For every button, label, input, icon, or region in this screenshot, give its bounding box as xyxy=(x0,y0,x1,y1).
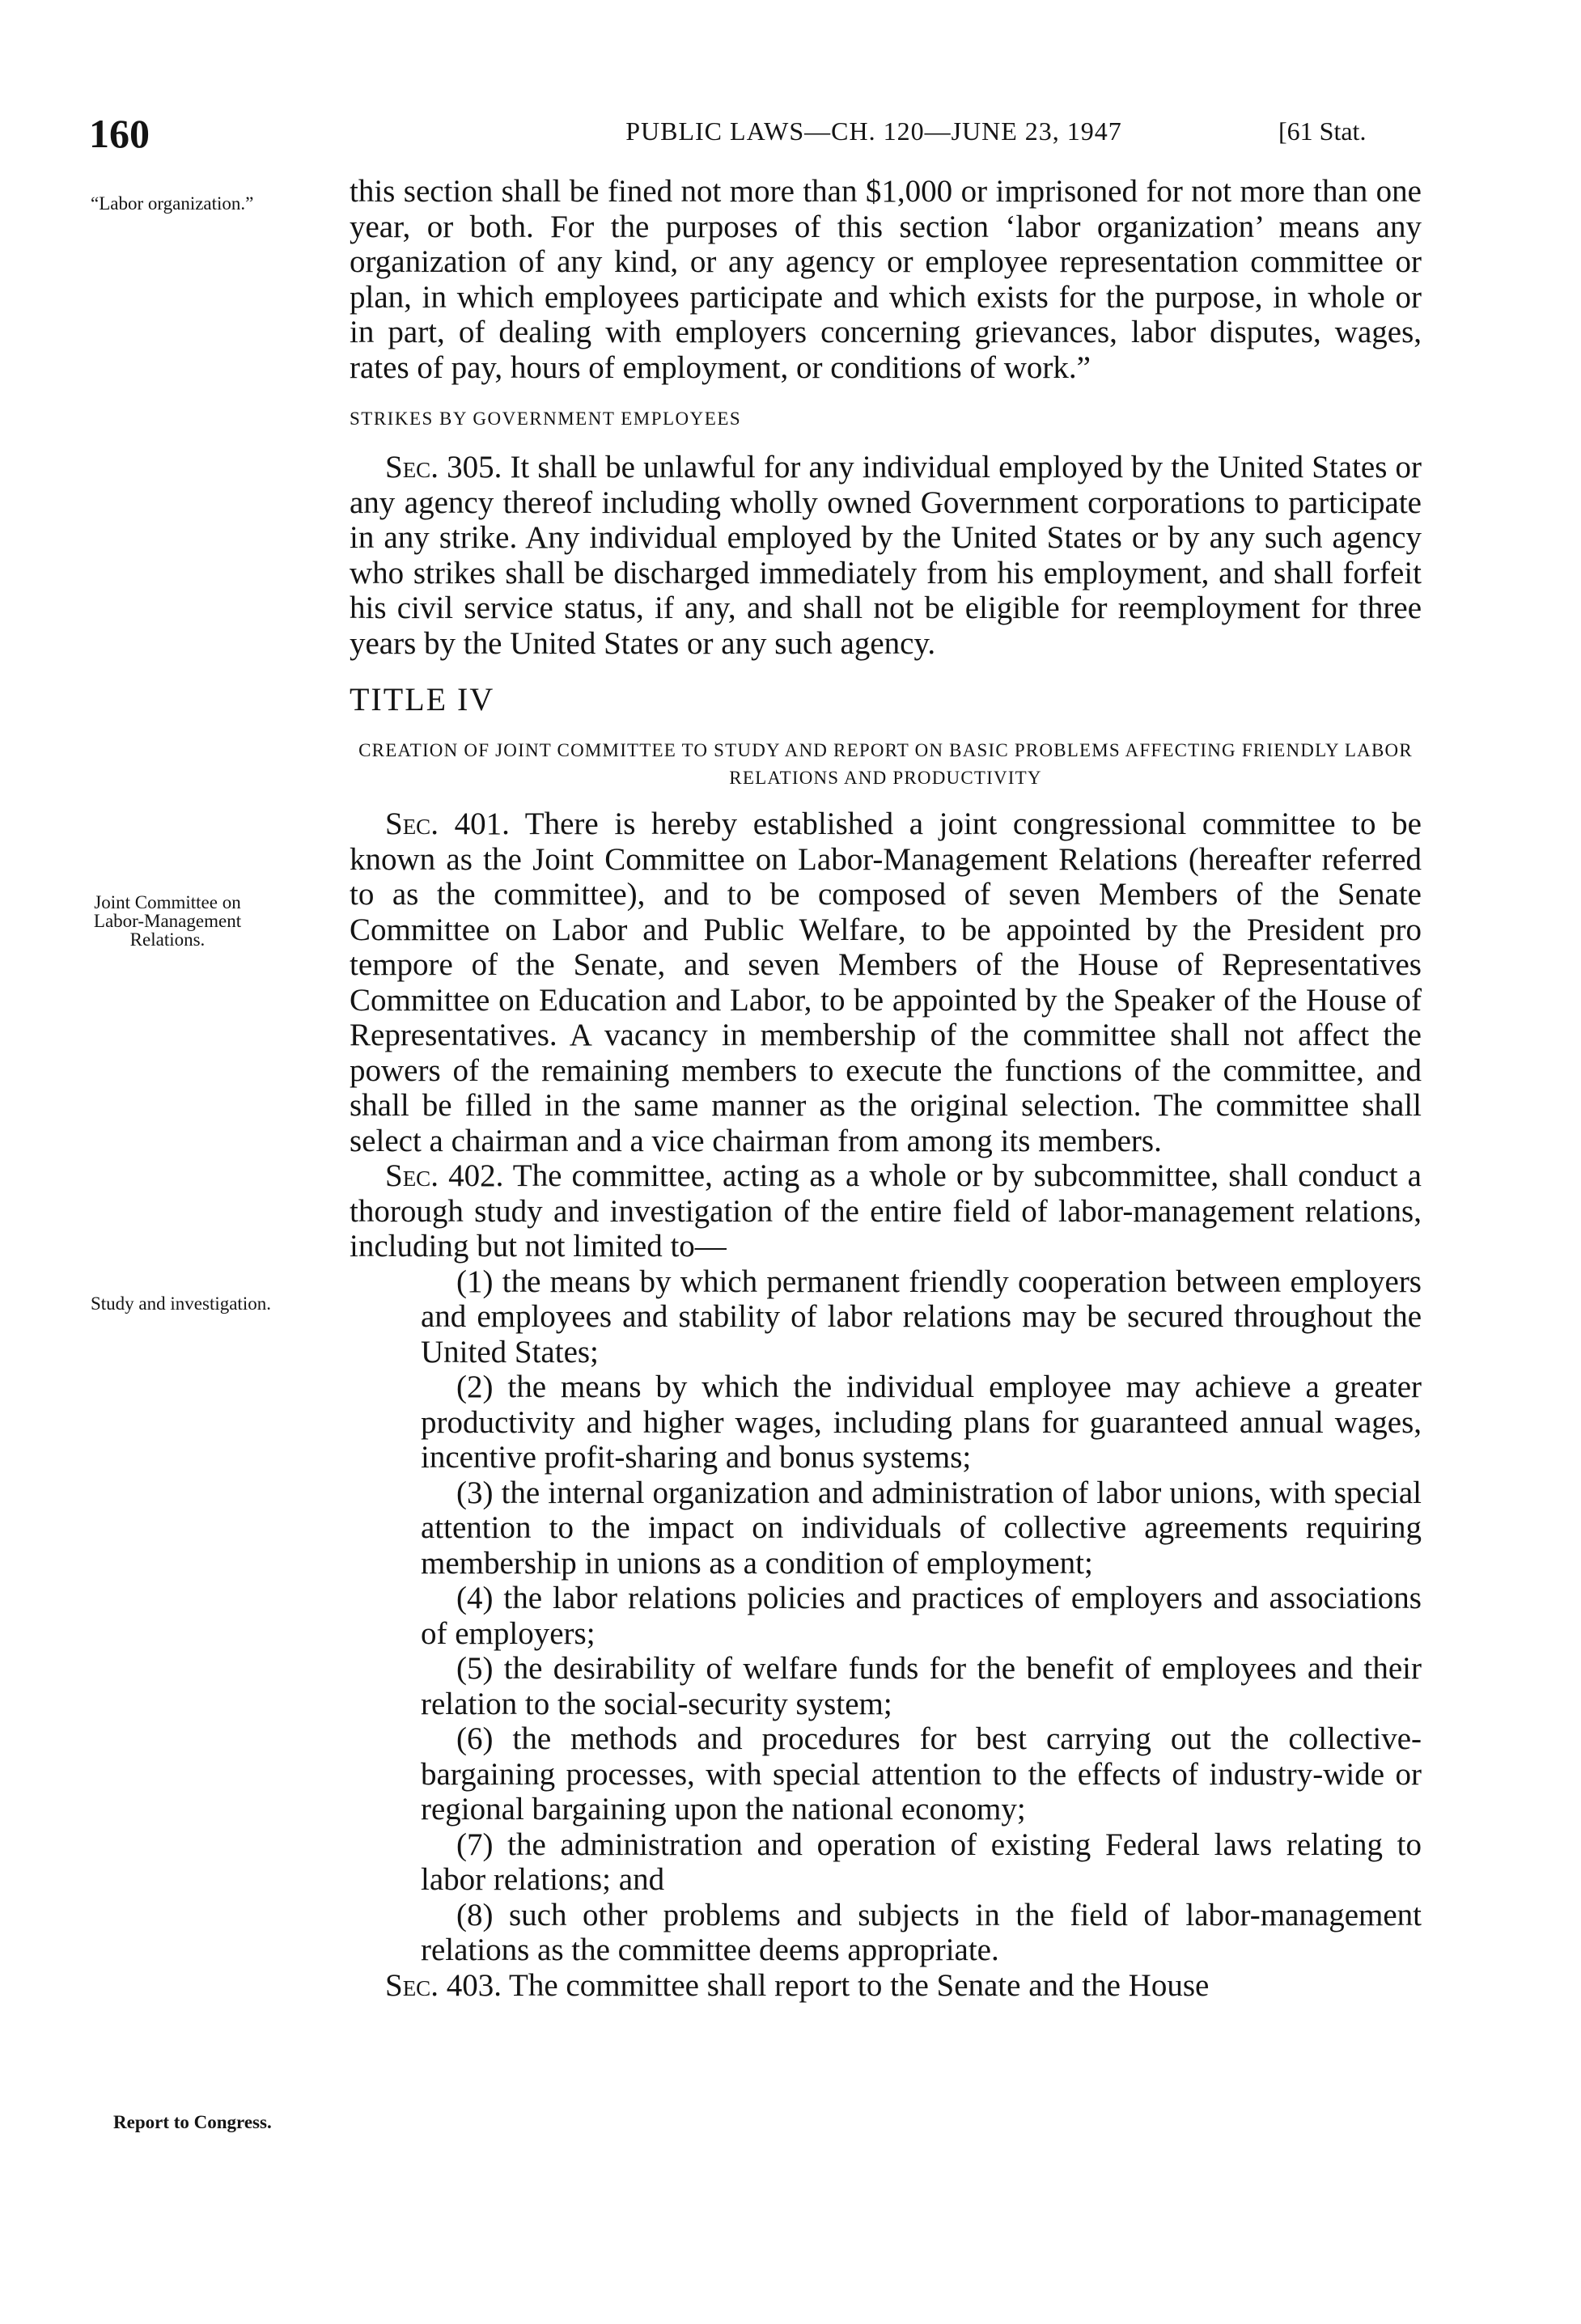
section-305-label: Sec. 305. xyxy=(385,450,502,485)
continuation-paragraph: this section shall be fined not more than $1,000 or imprisoned for not more than one year, or both. For the purposes of this section ‘labor organization’ means any organization of any kind, or any agency or employee representation committee or plan, in which employees participate and which exists for the purpose, in whole or in part, of dealing with employers concerning grievances, labor disputes, wages, rates of pay, hours of employment, or conditions of work.” xyxy=(350,174,1422,385)
side-note-joint-committee: Joint Committee on Labor-Management Relations. xyxy=(93,892,242,950)
main-text-column xyxy=(350,174,1422,2003)
list-item-5: (5) the desirability of welfare funds for the benefit of employees and their relation to the social-security system; xyxy=(421,1651,1422,1721)
section-402-label: Sec. 402. xyxy=(385,1158,504,1193)
list-item-2: (2) the means by which the individual employee may achieve a greater productivity and higher wages, including plans for guaranteed annual wages, incentive profit-sharing and bonus systems; xyxy=(421,1369,1422,1475)
section-305-text: It shall be unlawful for any individual employed by the United States or any agency thereof including wholly owned Government corporations to participate in any strike. Any individual employed by the United States or by any such agency who strikes shall be discharged immediately from his employment, and shall forfeit his civil service status, if any, and shall not be eligible for reemployment for three years by the United States or any such agency. xyxy=(350,450,1422,661)
side-note-report-to-congress: Report to Congress. xyxy=(113,2112,272,2132)
section-401 xyxy=(350,806,1422,1158)
list-item-6: (6) the methods and procedures for best carrying out the collective-bargaining processes, with special attention to the effects of industry-wide or regional bargaining upon the national economy; xyxy=(421,1721,1422,1827)
section-402 xyxy=(350,1158,1422,1264)
section-401-text: There is hereby established a joint congressional committee to be known as the Joint Committee on Labor-Management Relations (hereafter referred to as the committee), and to be composed of seven Members of the Senate Committee on Labor and Public Welfare, to be appointed by the President pro tempore of the Senate, and seven Members of the House of Representatives Committee on Education and Labor, to be appointed by the Speaker of the House of Representatives. A vacancy in membership of the committee shall not affect the powers of the remaining members to execute the functions of the committee, and shall be filled in the same manner as the original selection. The committee shall select a chairman and a vice chairman from among its members. xyxy=(350,806,1422,1158)
list-item-8: (8) such other problems and subjects in the field of labor-management relations as the committee deems appropriate. xyxy=(421,1897,1422,1967)
section-402-text: The committee, acting as a whole or by subcommittee, shall conduct a thorough study and investigation of the entire field of labor-management relations, including but not limited to— xyxy=(350,1158,1422,1264)
strikes-heading: STRIKES BY GOVERNMENT EMPLOYEES xyxy=(350,408,742,429)
list-item-7: (7) the administration and operation of existing Federal laws relating to labor relations; and xyxy=(421,1827,1422,1897)
side-note-study-investigation: Study and investigation. xyxy=(91,1293,271,1314)
section-305 xyxy=(350,450,1422,661)
title-iv-subheading: CREATION OF JOINT COMMITTEE TO STUDY AND REPORT ON BASIC PROBLEMS AFFECTING FRIENDLY LABOR RELATIONS AND PRODUCTIVITY xyxy=(358,740,1413,788)
side-note-labor-organization: “Labor organization.” xyxy=(91,193,254,214)
statute-reference: [61 Stat. xyxy=(1278,116,1367,146)
page-number: 160 xyxy=(89,111,150,156)
section-403-text: The committee shall report to the Senate and the House xyxy=(501,1967,1210,2003)
section-401-label: Sec. 401. xyxy=(385,806,510,841)
list-item-3: (3) the internal organization and administration of labor unions, with special attention to the impact on individuals of collective agreements requiring membership in unions as a condition of employment; xyxy=(421,1475,1422,1581)
list-item-4: (4) the labor relations policies and practices of employers and associations of employers; xyxy=(421,1581,1422,1651)
section-403-label: Sec. 403. xyxy=(385,1967,502,2003)
section-403 xyxy=(350,1968,1422,2004)
title-iv-heading: TITLE IV xyxy=(350,681,495,718)
running-title: PUBLIC LAWS—CH. 120—JUNE 23, 1947 xyxy=(625,116,1122,146)
list-item-1: (1) the means by which permanent friendly cooperation between employers and employees and stability of labor relations may be secured throughout the United States; xyxy=(421,1264,1422,1369)
